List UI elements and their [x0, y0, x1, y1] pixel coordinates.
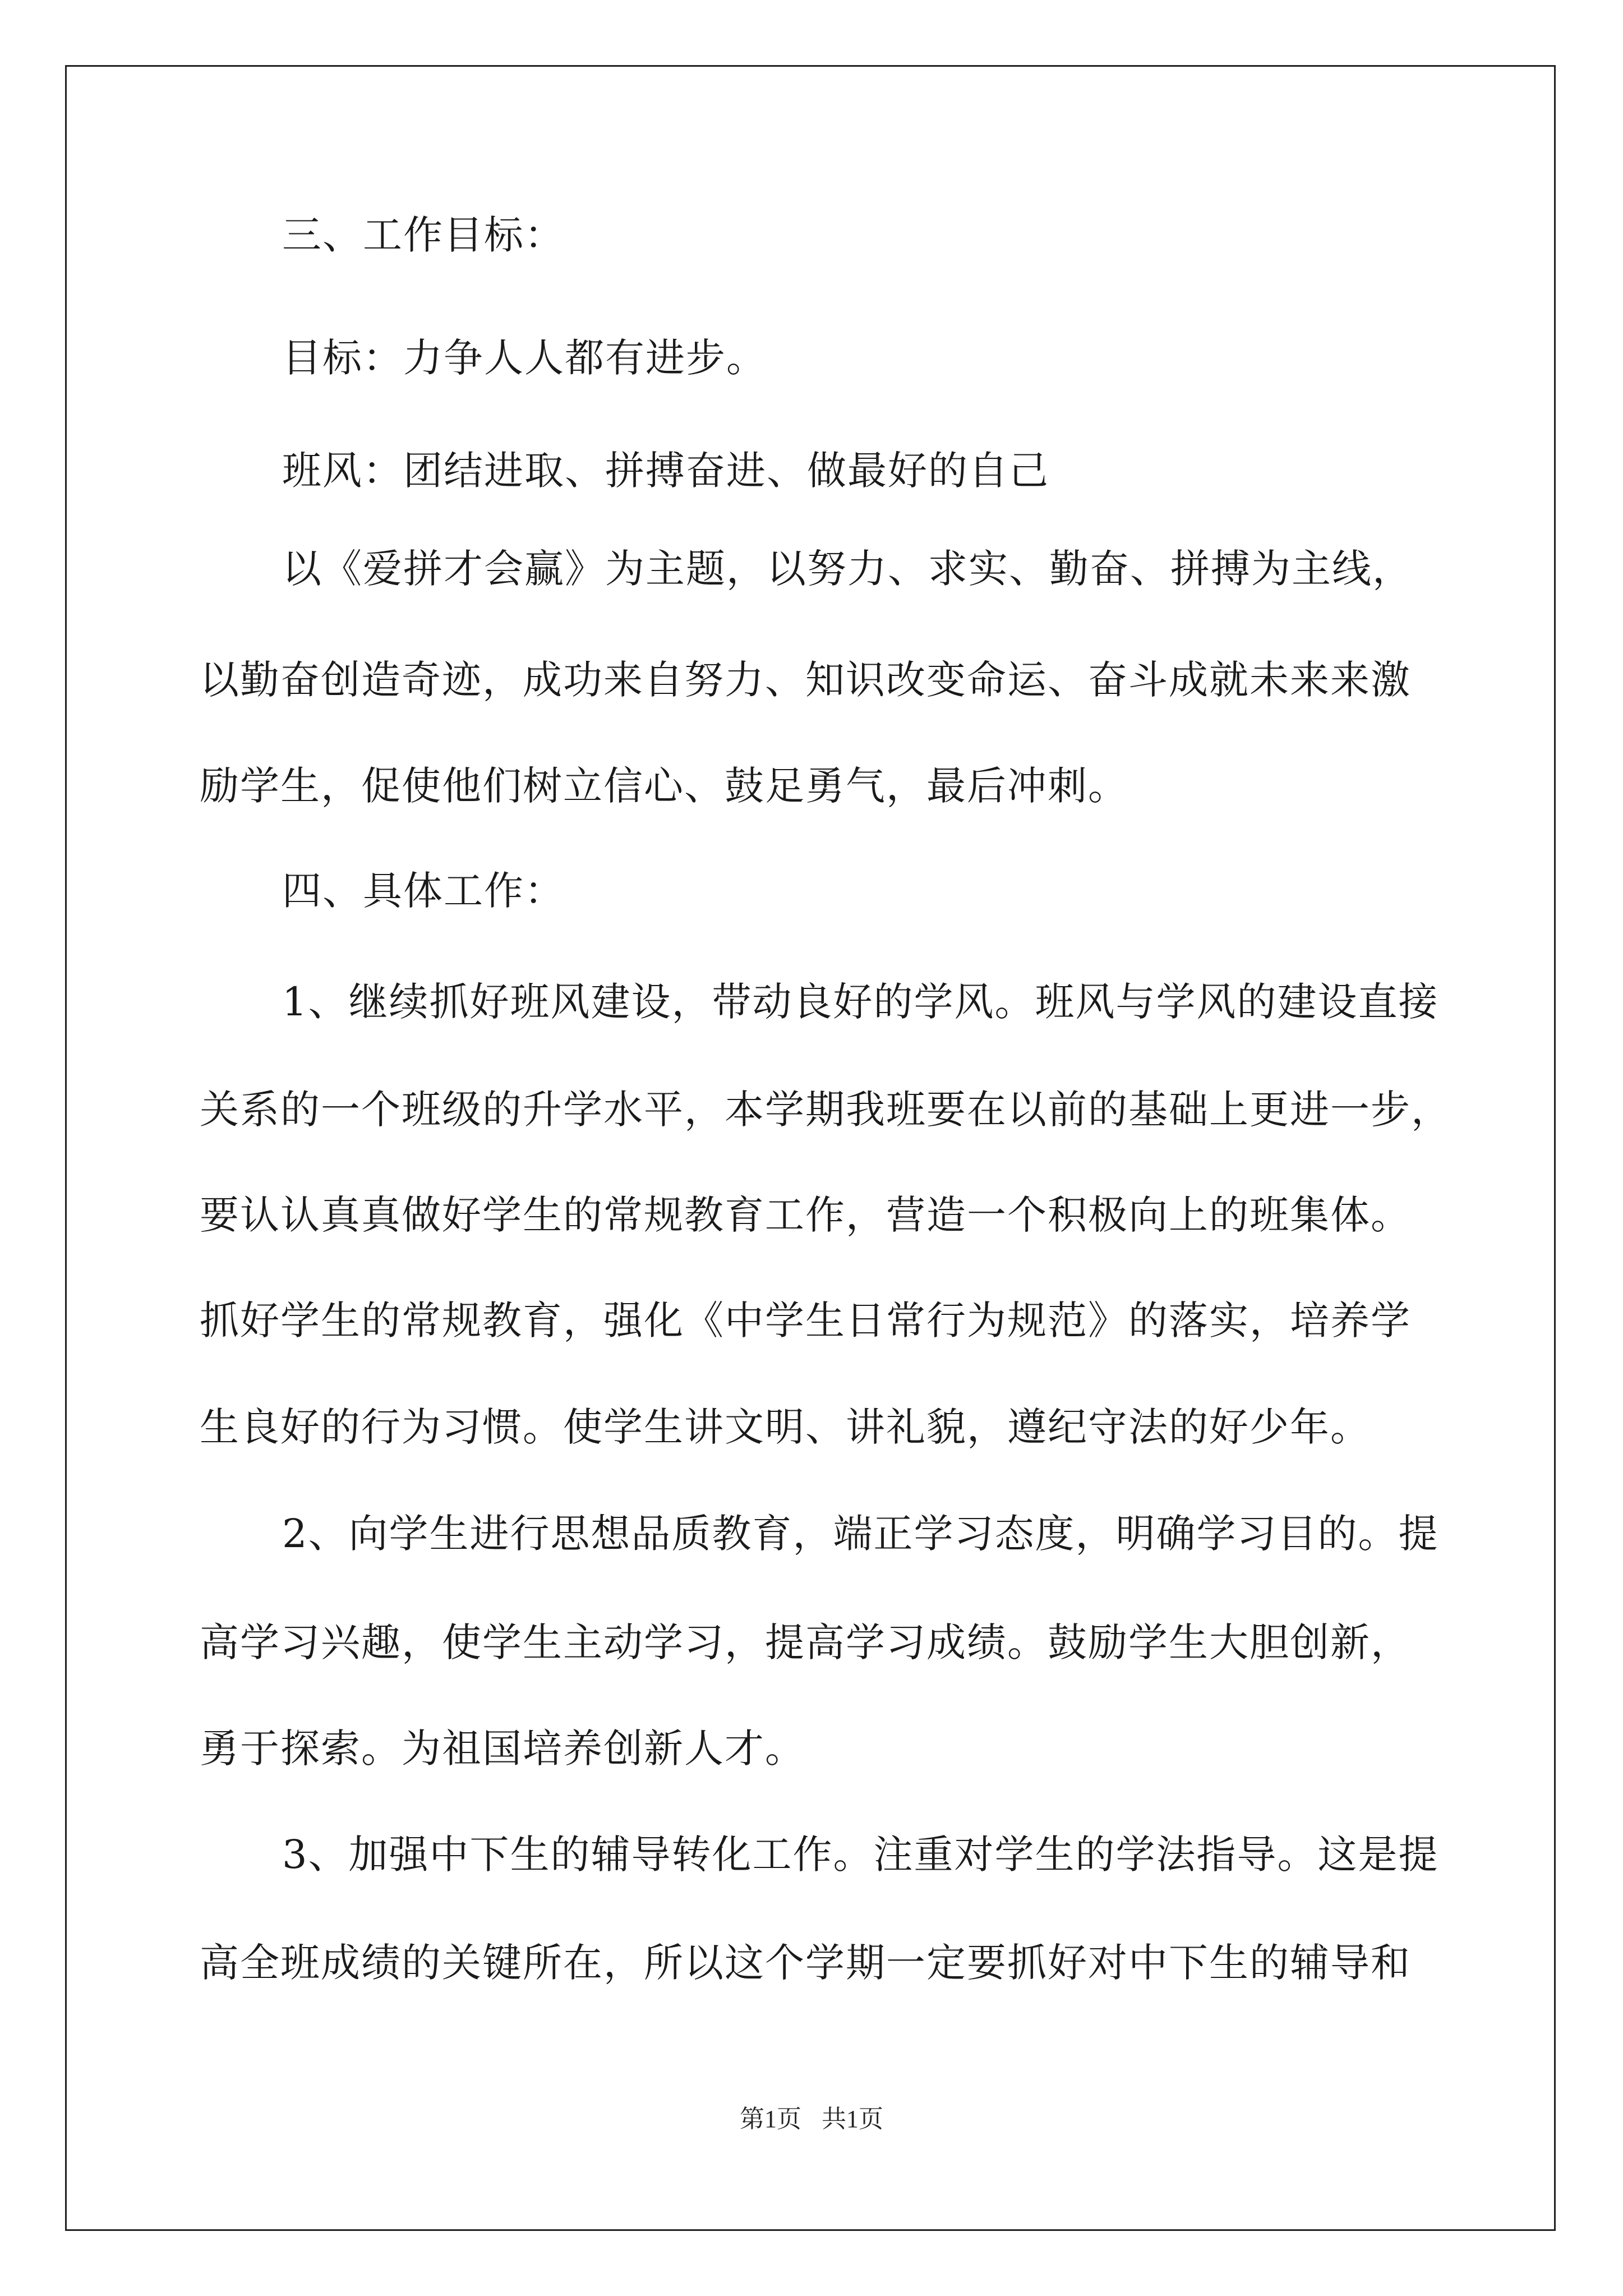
paragraph-line: 关系的一个班级的升学水平，本学期我班要在以前的基础上更进一步，	[200, 1087, 1451, 1133]
paragraph-line: 高学习兴趣，使学生主动学习，提高学习成绩。鼓励学生大胆创新，	[200, 1619, 1411, 1665]
paragraph-line: 以《爱拼才会赢》为主题，以努力、求实、勤奋、拼搏为主线，	[282, 546, 1413, 592]
heading-goals: 三、工作目标：	[282, 212, 565, 258]
paragraph-line: 2、向学生进行思想品质教育，端正学习态度，明确学习目的。提	[282, 1511, 1439, 1557]
paragraph-line: 生良好的行为习惯。使学生讲文明、讲礼貌，遵纪守法的好少年。	[200, 1404, 1371, 1450]
paragraph-line: 抓好学生的常规教育，强化《中学生日常行为规范》的落实，培养学	[200, 1297, 1411, 1343]
page-footer	[0, 2102, 1623, 2136]
page-border	[65, 65, 1556, 2231]
paragraph-line: 目标：力争人人都有进步。	[282, 335, 767, 381]
paragraph-line: 励学生，促使他们树立信心、鼓足勇气，最后冲刺。	[200, 763, 1128, 809]
paragraph-line: 勇于探索。为祖国培养创新人才。	[200, 1726, 805, 1772]
paragraph-line: 班风：团结进取、拼搏奋进、做最好的自己	[282, 448, 1049, 494]
paragraph-line: 3、加强中下生的辅导转化工作。注重对学生的学法指导。这是提	[282, 1832, 1439, 1878]
paragraph-line: 以勤奋创造奇迹，成功来自努力、知识改变命运、奋斗成就未来来激	[200, 657, 1411, 703]
heading-specific-work: 四、具体工作：	[282, 868, 565, 914]
page-number: 第1页	[740, 2105, 801, 2133]
paragraph-line: 1、继续抓好班风建设，带动良好的学风。班风与学风的建设直接	[282, 979, 1439, 1025]
page-total: 共1页	[822, 2105, 883, 2133]
paragraph-line: 高全班成绩的关键所在，所以这个学期一定要抓好对中下生的辅导和	[200, 1940, 1411, 1986]
paragraph-line: 要认认真真做好学生的常规教育工作，营造一个积极向上的班集体。	[200, 1192, 1411, 1238]
